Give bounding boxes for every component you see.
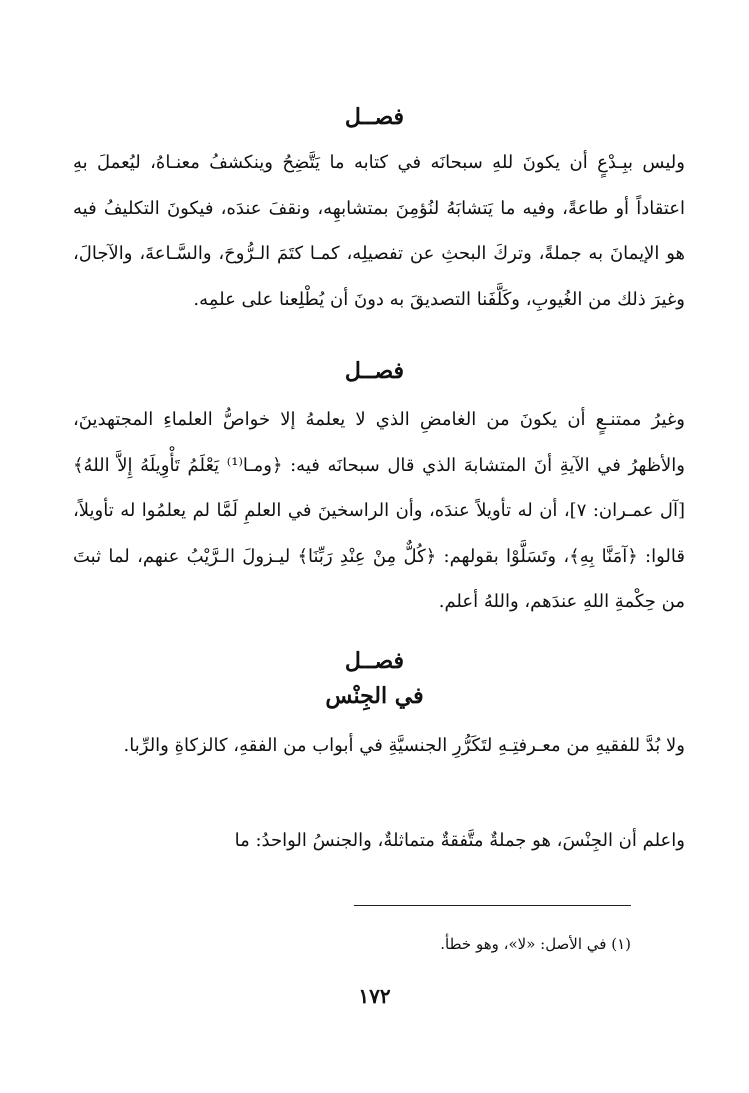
paragraph-3: ولا بُدَّ للفقيهِ من معـرفتِـهِ لتَكَرُّرِ الجنسيَّةِ في أبواب من الفقهِ، كالزكاةِ والرِّبا.	[123, 735, 685, 756]
footnote: (١) في الأصل: «لا»، وهو خطأ.	[440, 935, 631, 953]
paragraph-1: وليس ببِـدْعٍ أن يكونَ للهِ سبحانَه في كتابه ما يَتَّضِحُ وينكشفُ معنـاهُ، ليُعملَ بهِ اعتقاداً أو طاعةً، وفيه ما يَتشابَهُ لنُؤمِنَ بمتشابهِه، ونقفَ عندَه، فيكونَ التكليفُ فيه هو الإيمانَ به جملةً، وتركَ البحثِ عن تفصيلِه، كمـا كتَمَ الـرُّوحَ، والسَّـاعةَ، والآجالَ، وغيرَ ذلك من الغُيوبِ، وكَلَّفَنا التصديقَ به دونَ أن يُطْلِعنا على علمِه.	[73, 152, 685, 310]
section-heading-3: فصــل	[344, 648, 405, 674]
section-subheading-genus: في الجِنْس	[325, 683, 424, 709]
section-heading-2: فصــل	[344, 358, 405, 384]
paragraph-2: وغيرُ ممتنـعٍ أن يكونَ من الغامضِ الذي لا يعلمهُ إلا خواصُّ العلماءِ المجتهدينَ، والأظهرُ في الآيةِ أنَ المتشابهَ الذي قال سبحانَه فيه: ﴿ومـا⁽¹⁾ يَعْلَمُ تَأْوِيلَهُ إِلاَّ اللهُ﴾ [آل عمـران: ٧]، أن له تأويلاً عندَه، وأن الراسخينَ في العلمِ لَمَّا لم يعلمُوا له تأويلاً، قالوا: ﴿آمَنَّا بِهِ﴾، وتَسَلَّوْا بقولهم: ﴿كُلٌّ مِنْ عِنْدِ رَبِّنَا﴾ ليـزولَ الـرَّيْبُ عنهم، لما ثبتَ من حِكْمةِ اللهِ عندَهم، واللهُ أعلم.	[73, 409, 685, 613]
footnote-divider	[354, 905, 631, 906]
paragraph-4: واعلم أن الجِنْسَ، هو جملةٌ متَّفقةٌ متماثلةٌ، والجنسُ الواحدُ: ما	[234, 830, 685, 851]
page-number: ١٧٢	[358, 984, 391, 1008]
section-heading-1: فصــل	[344, 104, 405, 130]
